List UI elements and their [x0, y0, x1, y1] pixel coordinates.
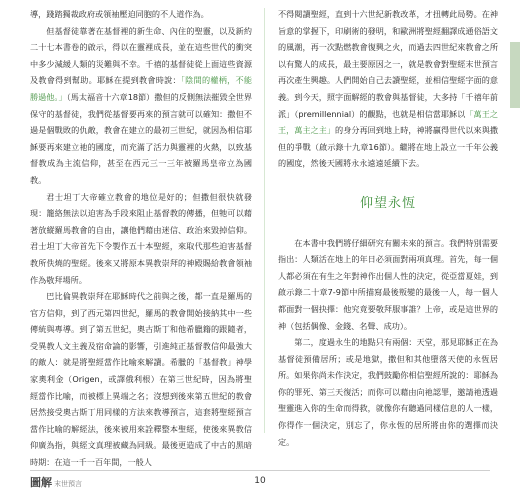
scripture-quote: 「萬王之王，萬主之主」 — [278, 108, 498, 136]
paragraph: 導，踐踏獨裁政府或領袖壓迫同胞的不人道作為。 — [30, 9, 209, 19]
paragraph: 在本書中我們將仔細研究有關未來的預言。我們特別需要指出：人類活在地上的年日必須面對兩項真理。首先，每一個人都必須在有生之年對神作出個人性的決定，從亞當夏娃，到啟示錄二十章7-9節中所描寫最後叛變的最後一人，每一個人都面對一個抉擇：他究竟要敬拜服事誰？上帝，或是這世界的神（包括偶像、金錢、名聲、成功）。 — [278, 237, 498, 331]
paragraph: 第二，度過永生的地點只有兩個：天堂，那見耶穌正在為基督徒預備居所；或是地獄，撒但和其他墮落天使的永恆居所。如果你尚未作決定，我們鼓勵你相信聖經所說的：耶穌為你的罪死、第三天復活；而你可以藉由向祂認罪，邀請祂透過聖靈進入你的生命而得救，就像你有聽過同樣信息的人一樣，你得作一個決定，別忘了，你永恆的居所將由你的選擇而決定。 — [278, 337, 498, 447]
section-title: 仰望永恆 — [359, 195, 416, 211]
paragraph — [30, 23, 252, 189]
paragraph — [278, 6, 498, 172]
logo-sub-text: 末世預言 — [54, 480, 82, 488]
chapter-tab-marker — [510, 42, 520, 108]
footer-rule — [30, 470, 490, 471]
paragraph-text: 但基督徒靠著在基督裡的新生命、內住的聖靈，以及新約二十七本書卷的啟示，得以在靈裡成長，並在這些世代的衝突中多少減緩人類的災難與不幸。千禧的基督徒從上面這些資源及教會得到幫助。耶穌在提到教會時說： — [30, 25, 252, 86]
column-divider — [264, 8, 265, 433]
left-text-column — [30, 6, 252, 471]
paragraph-text: 不得閱讀聖經，直到十六世紀新教改革，才扭轉此局勢。在神旨意的掌握下，印刷術的發明，和歐洲將聖經翻譯成通俗語文的風潮，再一次點燃教會復興之火，而過去四世紀來教會之所以有驚人的成長，最主要原因之一，就是教會對聖經末世預言再次產生興趣。人們開始自己去讀聖經，並相信聖經字面的意義。到今天，照字面解經的教會與基督徒，大多持「千禧年前派」（premillennial）的觀點，也就是相信當耶穌以 — [278, 9, 498, 119]
paragraph-text: 的身分再回到地上時，神將贏得世代以來與撒但的爭戰（啟示錄十九章16節）。繼將在地上設立一千年公義的國度，然後天國將永永遠遠延續下去。 — [278, 125, 498, 169]
paragraph: 巴比倫異教崇拜在耶穌時代之前與之後，都一直是羅馬的官方信仰，到了西元第四世紀，羅馬的教會開始接納其中一些傳統與專導。到了第五世紀，奧古斯丁和他希臘籍的跟隨者，受異教人文主義及宿命論的影響，引進純正基督教信仰最強大的敵人：就是將聖經當作比喻來解讀。希臘的「基督教」神學家奧利金（Origen，或譯俄利根）在第三世紀時，因為將聖經當作比喻，而被標上異端之名；沒想到後來第五世紀的教會居然接受奧古斯丁用同樣的方法來教導預言，這套將聖經預言當作比喻的解經法，後來被用來詮釋整本聖經，使後來異教信仰廣為指，與經文真理被藏為同級。最後更造成了中古的黑暗時期：在這一千一百年間，一般人 — [30, 291, 252, 468]
paragraph-text: （馬太福音十六章18節）撒但的反側無法摧毀全世界保守的基督徒，我們從基督要再來的預言就可以確知：撒但不過是個戰敗的仇敵，教會在建立的最初三世紀，就因為相信耶穌要再來建立祂的國度，而充滿了活力與靈裡的火熱，以致基督教成為主流信仰，甚至在西元三一三年被羅馬皇帝立為國教。 — [30, 91, 252, 185]
paragraph: 君士坦丁大帝確立教會的地位是好的；但撒但很快就發現：籠絡無法以迫害為手段來阻止基督教的傳播，但牠可以藉著放縱羅馬教會的自由，讓他們藉由迷信、政治來毀掉信仰。君士坦丁大帝首先下令製作五十本聖經，來取代那些迫害基督教所佚燒的聖經。後來又將原本異教崇拜的神殿賜給教會領袖作為敬拜場所。 — [30, 191, 252, 285]
page-number: 10 — [254, 476, 266, 486]
scripture-quote: 「陰間的權柄，不能勝過他。」 — [30, 75, 252, 102]
logo-main-text: 圖解 — [30, 476, 52, 489]
right-text-column — [278, 6, 498, 450]
